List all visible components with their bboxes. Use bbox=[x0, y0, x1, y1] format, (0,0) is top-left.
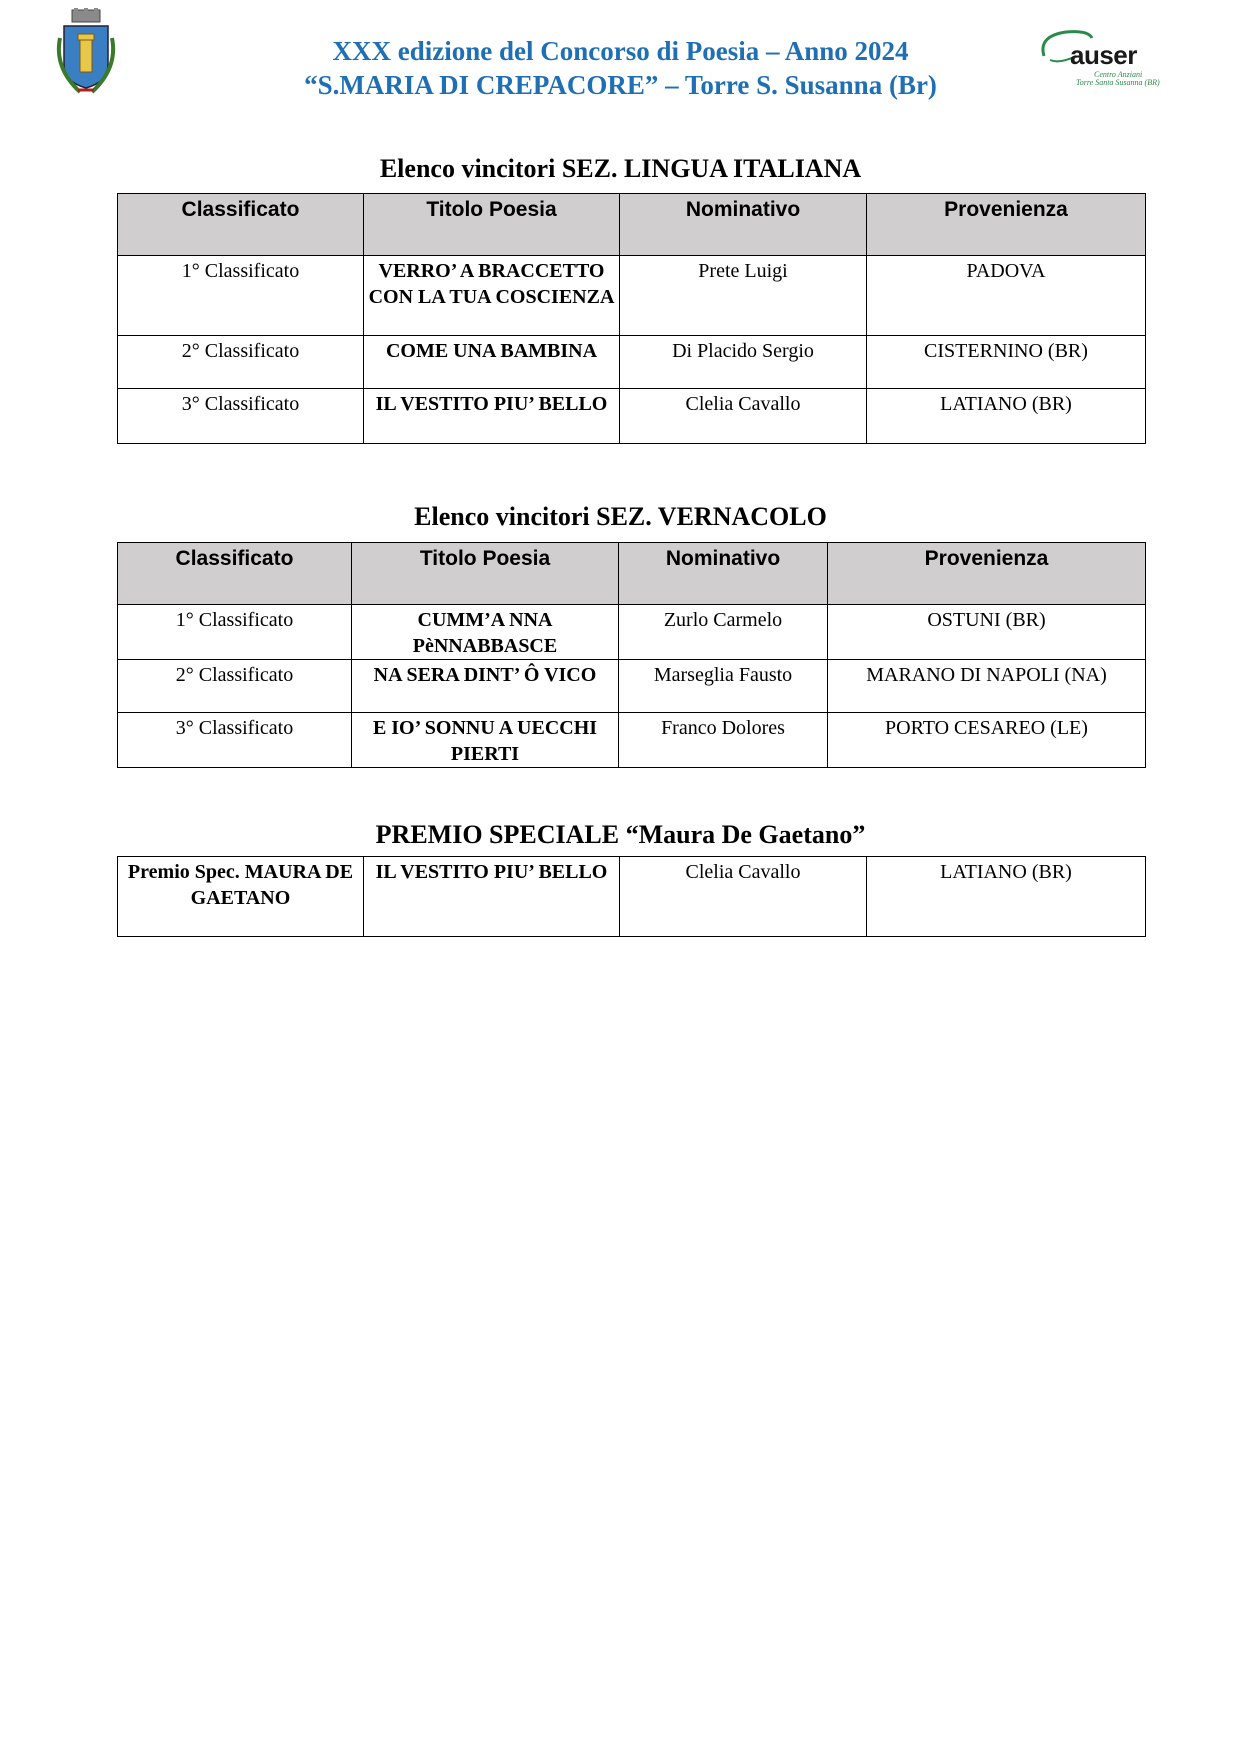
poem-title-cell: IL VESTITO PIU’ BELLO bbox=[364, 857, 620, 937]
poem-title-cell: NA SERA DINT’ Ô VICO bbox=[352, 660, 619, 713]
poem-title-cell: IL VESTITO PIU’ BELLO bbox=[364, 389, 620, 444]
auser-logo-word: auser bbox=[1070, 40, 1137, 70]
auser-logo-location: Torre Santa Susanna (BR) bbox=[1076, 78, 1160, 87]
table-row bbox=[118, 660, 1146, 713]
table-premio-speciale bbox=[117, 856, 1146, 937]
table-header-row bbox=[118, 543, 1146, 605]
author-cell: Prete Luigi bbox=[620, 256, 867, 336]
auser-logo bbox=[1036, 26, 1168, 88]
contest-name-title: “S.MARIA DI CREPACORE” – Torre S. Susanna (Br) bbox=[304, 70, 937, 100]
table-row bbox=[118, 336, 1146, 389]
section-title-premio-speciale: PREMIO SPECIALE “Maura De Gaetano” bbox=[375, 820, 866, 849]
section-title-italiano: Elenco vincitori SEZ. LINGUA ITALIANA bbox=[379, 154, 862, 183]
table-row bbox=[118, 389, 1146, 444]
column-header: Nominativo bbox=[619, 543, 828, 605]
page-header bbox=[0, 0, 1241, 120]
column-header: Provenienza bbox=[828, 543, 1146, 605]
table-row bbox=[118, 857, 1146, 937]
author-cell: Zurlo Carmelo bbox=[619, 605, 828, 660]
poem-title-cell: VERRO’ A BRACCETTO CON LA TUA COSCIENZA bbox=[364, 256, 620, 336]
author-cell: Di Placido Sergio bbox=[620, 336, 867, 389]
table-header-row bbox=[118, 194, 1146, 256]
rank-cell: 1° Classificato bbox=[118, 256, 364, 336]
rank-cell: 2° Classificato bbox=[118, 660, 352, 713]
table-row bbox=[118, 256, 1146, 336]
rank-cell: 2° Classificato bbox=[118, 336, 364, 389]
table-row bbox=[118, 605, 1146, 660]
table-vernacolo bbox=[117, 542, 1146, 768]
origin-cell: PORTO CESAREO (LE) bbox=[828, 713, 1146, 768]
column-header: Nominativo bbox=[620, 194, 867, 256]
poem-title-cell: CUMM’A NNA PèNNABBASCE bbox=[352, 605, 619, 660]
author-cell: Clelia Cavallo bbox=[620, 389, 867, 444]
column-header: Titolo Poesia bbox=[364, 194, 620, 256]
column-header: Classificato bbox=[118, 194, 364, 256]
rank-cell: 1° Classificato bbox=[118, 605, 352, 660]
auser-logo-subtitle: Centro Anziani bbox=[1094, 70, 1143, 79]
origin-cell: PADOVA bbox=[867, 256, 1146, 336]
column-header: Titolo Poesia bbox=[352, 543, 619, 605]
origin-cell: LATIANO (BR) bbox=[867, 857, 1146, 937]
column-header: Classificato bbox=[118, 543, 352, 605]
section-title-vernacolo: Elenco vincitori SEZ. VERNACOLO bbox=[414, 502, 827, 531]
origin-cell: OSTUNI (BR) bbox=[828, 605, 1146, 660]
rank-cell: 3° Classificato bbox=[118, 713, 352, 768]
table-italiano bbox=[117, 193, 1146, 444]
origin-cell: LATIANO (BR) bbox=[867, 389, 1146, 444]
author-cell: Franco Dolores bbox=[619, 713, 828, 768]
rank-cell: Premio Spec. MAURA DE GAETANO bbox=[118, 857, 364, 937]
poem-title-cell: E IO’ SONNU A UECCHI PIERTI bbox=[352, 713, 619, 768]
author-cell: Marseglia Fausto bbox=[619, 660, 828, 713]
contest-edition-title: XXX edizione del Concorso di Poesia – Anno 2024 bbox=[332, 36, 909, 66]
poem-title-cell: COME UNA BAMBINA bbox=[364, 336, 620, 389]
origin-cell: CISTERNINO (BR) bbox=[867, 336, 1146, 389]
table-row bbox=[118, 713, 1146, 768]
column-header: Provenienza bbox=[867, 194, 1146, 256]
rank-cell: 3° Classificato bbox=[118, 389, 364, 444]
author-cell: Clelia Cavallo bbox=[620, 857, 867, 937]
origin-cell: MARANO DI NAPOLI (NA) bbox=[828, 660, 1146, 713]
